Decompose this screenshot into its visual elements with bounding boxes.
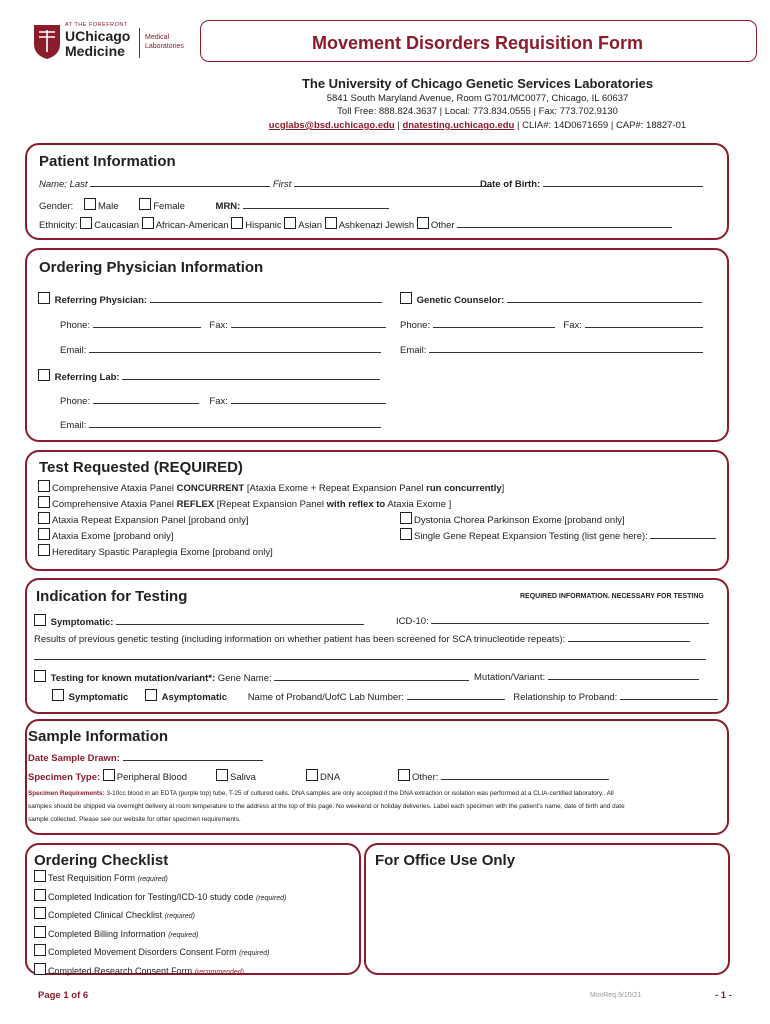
lab-phone-row [60,394,386,407]
gender-row [39,198,389,212]
referring-physician-field[interactable] [150,293,382,303]
african-american-checkbox[interactable] [142,217,154,229]
ataxia-repeat-label: Ataxia Repeat Expansion Panel [proband only] [52,515,249,526]
female-label: Female [153,201,185,212]
test-option [38,496,451,510]
single-gene-field[interactable] [650,529,716,539]
referring-physician-row [38,292,382,306]
known-symptomatic-checkbox[interactable] [52,689,64,701]
referring-lab-field[interactable] [122,370,380,380]
counselor-fax-label: Fax: [563,320,582,331]
shield-logo-icon [33,24,61,60]
saliva-label: Saliva [230,772,256,783]
referring-lab-row [38,369,380,383]
reflex-panel-label: Comprehensive Ataxia Panel REFLEX [Repeat Expansion Panel with reflex to Ataxia Exome ] [52,499,452,510]
form-code: MovReq 9/10/21 [590,992,642,999]
known-symptomatic-label: Symptomatic [68,692,129,703]
date-drawn-row [28,751,263,764]
referring-lab-label: Referring Lab: [54,372,120,383]
mutation-variant-field[interactable] [548,670,699,680]
ataxia-exome-label: Ataxia Exome [proband only] [52,531,174,542]
other-ethnicity-label: Other [430,220,455,231]
test-option [38,480,504,494]
previous-testing-row [34,632,690,645]
other-specimen-label: Other: [412,772,439,783]
genetic-counselor-checkbox[interactable] [400,292,412,304]
office-title: For Office Use Only [375,852,516,869]
dob-field[interactable] [543,177,703,187]
counselor-fax-field[interactable] [585,318,703,328]
physician-phone-row [60,318,386,331]
mutation-variant-row [474,670,699,683]
referring-physician-label: Referring Physician: [54,295,148,306]
previous-testing-field[interactable] [568,632,690,642]
dna-label: DNA [320,772,341,783]
genetic-counselor-field[interactable] [507,293,702,303]
ashkenazi-label: Ashkenazi Jewish [338,220,415,231]
proband-field[interactable] [407,690,505,700]
page-number: - 1 - [715,990,732,1001]
reflex-panel-checkbox[interactable] [38,496,50,508]
name-row [39,177,491,190]
asian-label: Asian [298,220,323,231]
tests-title: Test Requested (REQUIRED) [39,459,243,476]
known-mutation-checkbox[interactable] [34,670,46,682]
lab-address: 5841 South Maryland Avenue, Room G701/MC0077, Chicago, IL 60637 [326,93,629,104]
indication-title: Indication for Testing [36,588,188,605]
specimen-requirements [28,787,718,826]
lab-fax-field[interactable] [231,394,386,404]
ashkenazi-checkbox[interactable] [325,217,337,229]
icd10-label: ICD-10: [396,616,429,627]
website-link[interactable]: dnatesting.uchicago.edu [402,120,515,131]
physician-email-row [60,343,381,356]
saliva-option [216,769,256,783]
first-name-label: First [272,179,292,190]
logo-divider [139,28,140,58]
other-ethnicity-checkbox[interactable] [417,217,429,229]
other-ethnicity-field[interactable] [457,218,672,228]
gene-name-field[interactable] [274,671,469,681]
ethnicity-row [39,217,672,231]
counselor-email-label: Email: [400,345,427,356]
single-gene-checkbox[interactable] [400,528,412,540]
caucasian-checkbox[interactable] [80,217,92,229]
mrn-field[interactable] [243,199,389,209]
date-drawn-field[interactable] [123,751,263,761]
dna-option [306,769,340,783]
checklist-checkbox[interactable] [34,926,46,938]
hsp-exome-label: Hereditary Spastic Paraplegia Exome [proband only] [52,547,273,558]
ataxia-exome-checkbox[interactable] [38,528,50,540]
other-specimen-field[interactable] [441,770,609,780]
peripheral-blood-label: Peripheral Blood [116,772,188,783]
first-name-field[interactable] [294,177,491,187]
test-option [400,512,625,526]
lab-phone-field[interactable] [93,394,199,404]
logo-sub-2: Laboratories [145,43,184,50]
dob-label: Date of Birth: [480,179,541,190]
requirements-line-1: Specimen Requirements: 3-10cc blood in an EDTA (purple top) tube, T-25 of cultured cells. DNA samples are only accepted if the DNA extraction or isolation was performed at a CLIA-certified laboratory.. All [28,790,614,797]
mutation-variant-label: Mutation/Variant: [474,672,546,683]
test-option [38,512,248,526]
caucasian-label: Caucasian [94,220,140,231]
counselor-phone-label: Phone: [400,320,431,331]
lab-email-label: Email: [60,420,87,431]
gene-name-label: Gene Name: [217,673,272,684]
checklist-checkbox[interactable] [34,944,46,956]
relationship-label: Relationship to Proband: [513,692,618,703]
referring-lab-checkbox[interactable] [38,369,50,381]
last-name-field[interactable] [90,177,270,187]
test-option [38,544,273,558]
hsp-exome-checkbox[interactable] [38,544,50,556]
gender-label: Gender: [39,201,74,212]
physician-title: Ordering Physician Information [39,259,264,276]
patient-title: Patient Information [39,153,176,170]
checklist-checkbox[interactable] [34,963,46,975]
single-gene-label: Single Gene Repeat Expansion Testing (list gene here): [414,531,648,542]
icd10-row [396,614,709,627]
physician-phone-label: Phone: [60,320,91,331]
mrn-label: MRN: [215,201,241,212]
checklist-item: Test Requisition Form (required) [34,870,286,889]
email-link[interactable]: ucglabs@bsd.uchicago.edu [268,120,395,131]
required-note: REQUIRED INFORMATION. NECESSARY FOR TESTING [520,593,704,600]
female-checkbox[interactable] [139,198,151,210]
counselor-email-row [400,343,703,356]
checklist-checkbox[interactable] [34,870,46,882]
male-checkbox[interactable] [84,198,96,210]
asian-checkbox[interactable] [284,217,296,229]
lab-phones: Toll Free: 888.824.3637 | Local: 773.834.0555 | Fax: 773.702.9130 [337,106,618,117]
hispanic-checkbox[interactable] [231,217,243,229]
logo [33,22,193,64]
previous-testing-line-2[interactable] [34,659,706,660]
status-row [52,689,718,703]
african-american-label: African-American [155,220,229,231]
certifications: | CLIA#: 14D0671659 | CAP#: 18827-01 [514,120,687,131]
physician-fax-label: Fax: [209,320,228,331]
genetic-counselor-row [400,292,702,306]
dystonia-exome-checkbox[interactable] [400,512,412,524]
dob-row [480,177,703,190]
test-option [400,528,716,542]
hispanic-label: Hispanic [245,220,282,231]
symptomatic-checkbox[interactable] [34,614,46,626]
ethnicity-label: Ethnicity: [39,220,78,231]
checklist-item: Completed Clinical Checklist (required) [34,907,286,926]
proband-label: Name of Proband/UofC Lab Number: [247,692,404,703]
sample-title: Sample Information [28,728,169,745]
specimen-type-label: Specimen Type: [28,772,101,783]
logo-name-1: UChicago [65,28,131,44]
checklist-item: Completed Billing Information (required) [34,926,286,945]
concurrent-panel-label: Comprehensive Ataxia Panel CONCURRENT [Ataxia Exome + Repeat Expansion Panel run concurrently] [52,483,505,494]
physician-email-label: Email: [60,345,87,356]
requirements-line-2: samples should be shipped via overnight delivery at room temperature to the address at the top of this page. No weekend or holiday deliveries. Label each specimen with the patient's name, date of birth and date [28,803,625,810]
logo-tagline: AT THE FOREFRONT [65,22,128,28]
lab-phone-label: Phone: [60,396,91,407]
lab-contact [200,120,755,131]
known-asymptomatic-label: Asymptomatic [161,692,228,703]
concurrent-panel-checkbox[interactable] [38,480,50,492]
contact-separator: | [394,120,403,131]
checklist-checkbox[interactable] [34,907,46,919]
dystonia-exome-label: Dystonia Chorea Parkinson Exome [proband only] [414,515,625,526]
page-title: Movement Disorders Requisition Form [311,33,644,53]
male-label: Male [97,201,119,212]
page-count: Page 1 of 6 [38,990,89,1001]
checklist-title: Ordering Checklist [34,852,169,869]
physician-phone-field[interactable] [93,318,201,328]
checklist-items [34,870,286,981]
relationship-field[interactable] [620,690,718,700]
other-specimen-checkbox[interactable] [398,769,410,781]
date-drawn-label: Date Sample Drawn: [28,753,120,764]
checklist-item: Completed Movement Disorders Consent Form (required) [34,944,286,963]
logo-sub-1: Medical [145,34,170,41]
requirements-line-3: sample collected. Please see our website for other specimen requirements. [28,816,241,823]
lab-email-row [60,418,381,431]
known-mutation-label: Testing for known mutation/variant*: [50,673,216,684]
peripheral-blood-checkbox[interactable] [103,769,115,781]
specimen-type-row [28,769,187,783]
lab-name: The University of Chicago Genetic Services Laboratories [301,76,654,91]
test-option [38,528,173,542]
symptomatic-label: Symptomatic: [50,617,114,628]
physician-fax-field[interactable] [231,318,386,328]
dna-checkbox[interactable] [306,769,318,781]
checklist-item: Completed Indication for Testing/ICD-10 study code (required) [34,889,286,908]
previous-testing-label: Results of previous genetic testing (including information on whether patient has been screened for SCA trinucleotide repeats): [34,634,566,645]
other-specimen-option [398,769,609,783]
saliva-checkbox[interactable] [216,769,228,781]
lab-fax-label: Fax: [209,396,228,407]
known-asymptomatic-checkbox[interactable] [145,689,157,701]
ataxia-repeat-checkbox[interactable] [38,512,50,524]
last-name-label: Name: Last [39,179,88,190]
checklist-item: Completed Research Consent Form (recommended) [34,963,286,982]
symptomatic-row [34,614,364,628]
lab-email-field[interactable] [89,418,381,428]
known-mutation-row [34,670,469,684]
counselor-phone-row [400,318,703,331]
genetic-counselor-label: Genetic Counselor: [416,295,505,306]
counselor-email-field[interactable] [429,343,703,353]
counselor-phone-field[interactable] [433,318,555,328]
logo-name-2: Medicine [65,43,125,59]
symptomatic-field[interactable] [116,615,364,625]
checklist-checkbox[interactable] [34,889,46,901]
icd10-field[interactable] [431,614,709,624]
physician-email-field[interactable] [89,343,381,353]
referring-physician-checkbox[interactable] [38,292,50,304]
